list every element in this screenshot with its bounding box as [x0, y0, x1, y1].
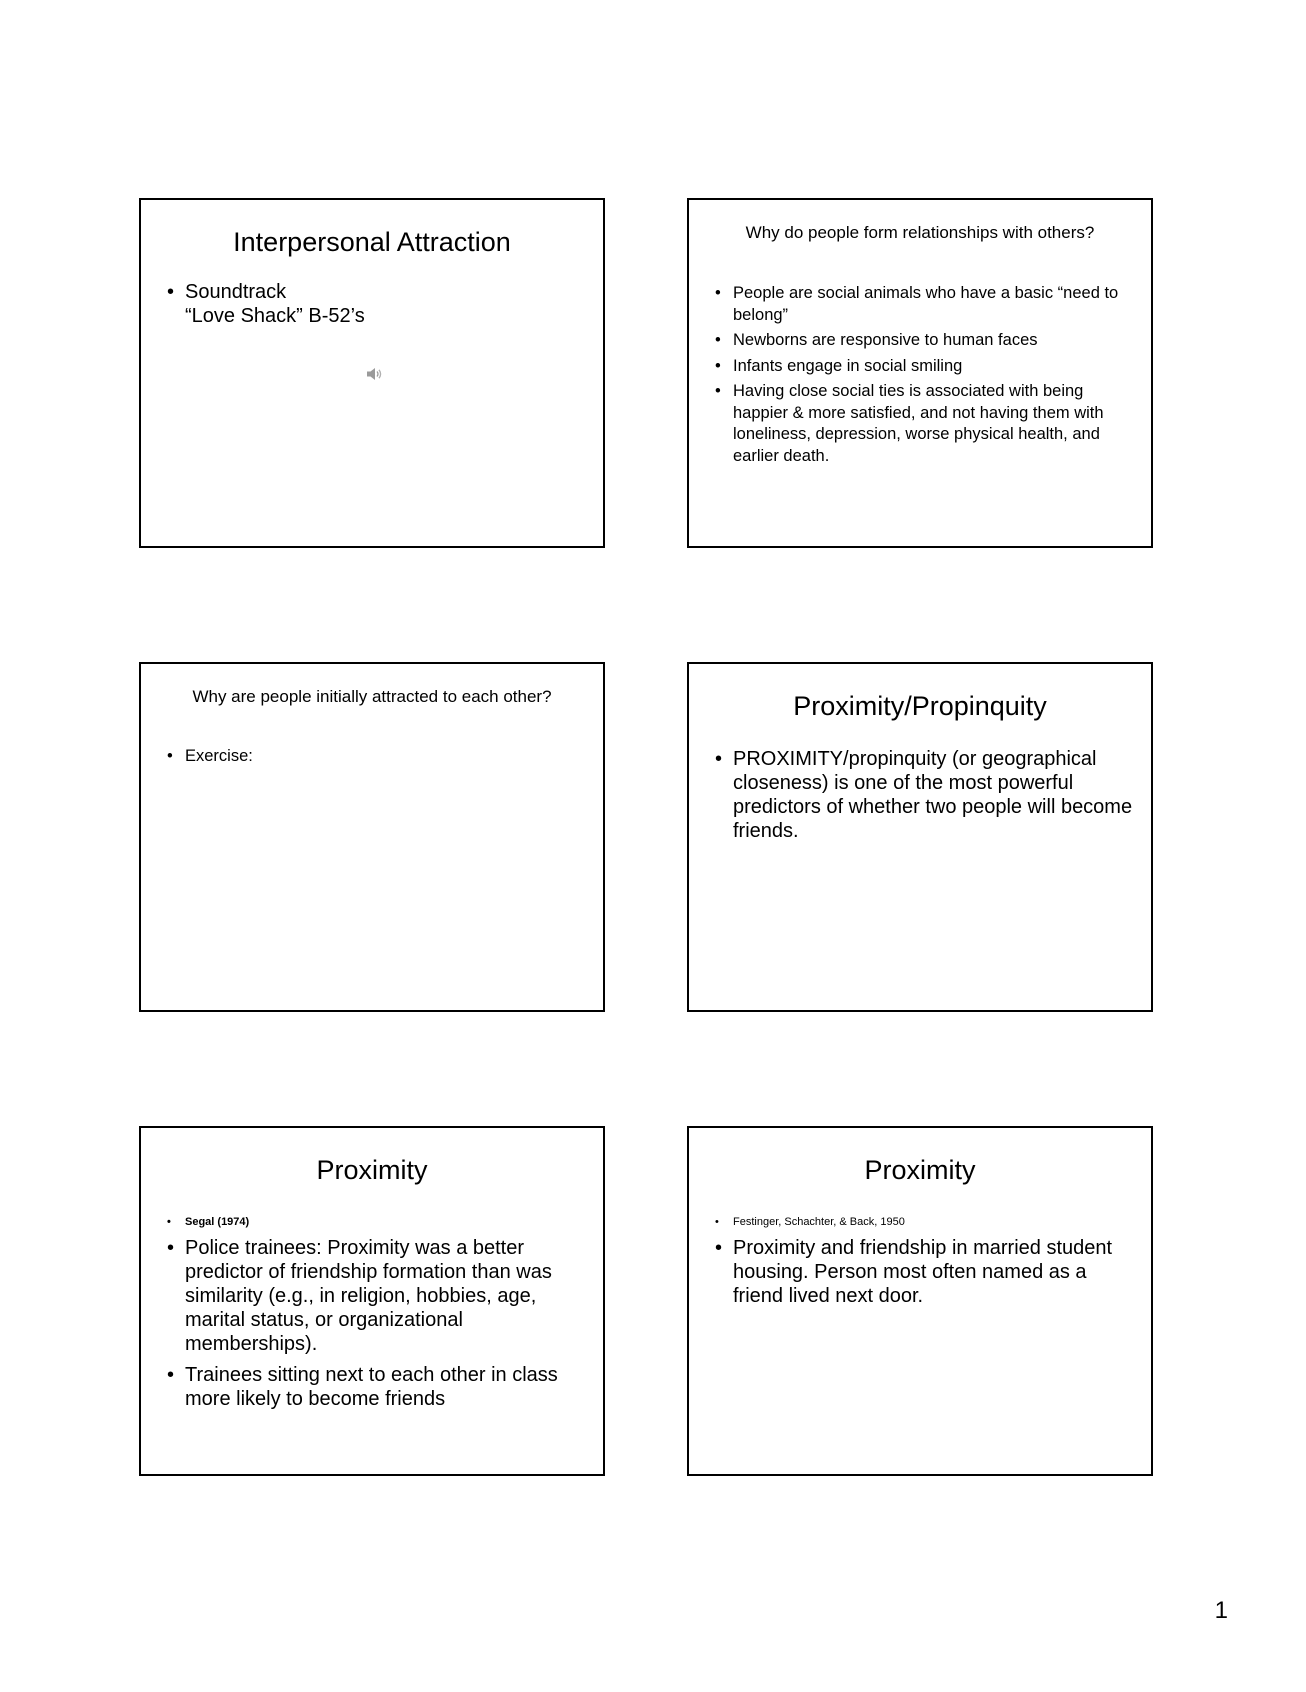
citation: • Festinger, Schachter, & Back, 1950 — [715, 1215, 1133, 1229]
bullet-item: • Exercise: — [167, 746, 585, 768]
slide-2 — [687, 198, 1153, 548]
bullet-list — [167, 1236, 585, 1418]
citation-list — [715, 1215, 1133, 1233]
bullet-list — [715, 1236, 1133, 1315]
bullet-item: • People are social animals who have a basic “need to belong” — [715, 283, 1133, 326]
slide-3 — [139, 662, 605, 1012]
bullet-list — [167, 280, 585, 335]
speaker-icon[interactable] — [366, 367, 384, 381]
bullet-item: • PROXIMITY/propinquity (or geographical closeness) is one of the most powerful predictors of whether two people will become friends. — [715, 747, 1133, 843]
bullet-item: • Proximity and friendship in married student housing. Person most often named as a friend lived next door. — [715, 1236, 1133, 1308]
bullet-item: • Newborns are responsive to human faces — [715, 330, 1133, 352]
slide-6 — [687, 1126, 1153, 1476]
bullet-item: • Trainees sitting next to each other in class more likely to become friends — [167, 1363, 585, 1411]
bullet-list — [715, 747, 1133, 850]
bullet-item: • Police trainees: Proximity was a better predictor of friendship formation than was similarity (e.g., in religion, hobbies, age, marital status, or organizational memberships). — [167, 1236, 585, 1356]
citation-list — [167, 1215, 585, 1233]
page-number: 1 — [1214, 1597, 1228, 1624]
bullet-item: • Infants engage in social smiling — [715, 356, 1133, 378]
slide-title: Why are people initially attracted to each other? — [192, 687, 552, 706]
slide-title: Interpersonal Attraction — [233, 227, 511, 257]
bullet-item: • Having close social ties is associated with being happier & more satisfied, and not having them with loneliness, depression, worse physical health, and earlier death. — [715, 381, 1133, 467]
slide-4 — [687, 662, 1153, 1012]
slide-title: Proximity — [316, 1155, 428, 1185]
slide-title: Proximity — [864, 1155, 976, 1185]
bullet-text-continued: “Love Shack” B-52’s — [185, 305, 365, 327]
slide-title: Proximity/Propinquity — [793, 691, 1047, 721]
bullet-list — [715, 283, 1133, 471]
slide-1 — [139, 198, 605, 548]
citation: • Segal (1974) — [167, 1215, 585, 1229]
bullet-text: Soundtrack — [185, 281, 287, 303]
slide-title: Why do people form relationships with others? — [745, 223, 1095, 242]
slide-5 — [139, 1126, 605, 1476]
bullet-list — [167, 746, 585, 772]
bullet-item — [167, 280, 585, 328]
